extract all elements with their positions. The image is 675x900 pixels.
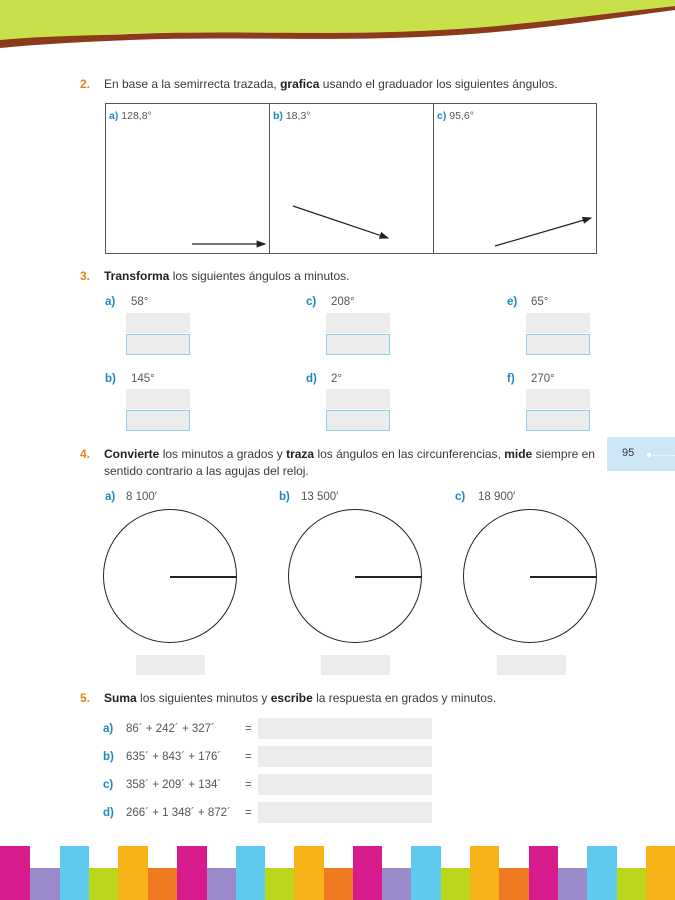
- question-5-number: 5.: [80, 691, 91, 705]
- item-3f-letter: f): [507, 373, 515, 385]
- ray-b: [293, 206, 388, 238]
- item-4a-value: 8 100′: [126, 491, 157, 503]
- page-dotted-line: [653, 455, 675, 456]
- item-3c-letter: c): [306, 296, 317, 308]
- header-decoration: [0, 0, 675, 60]
- item-5d-expression: 266´ + 1 348´ + 872´: [126, 807, 231, 819]
- circle-a[interactable]: [103, 509, 237, 643]
- item-5c-expression: 358´ + 209´ + 134´: [126, 779, 222, 791]
- item-3c-value: 208°: [331, 296, 355, 308]
- answer-box-5b[interactable]: [258, 746, 432, 767]
- answer-box-4c[interactable]: [497, 655, 566, 675]
- work-box-3f[interactable]: [526, 389, 590, 409]
- answer-box-3b[interactable]: [126, 410, 190, 431]
- work-box-3d[interactable]: [326, 389, 390, 409]
- circle-c[interactable]: [463, 509, 597, 643]
- item-5d-equals: =: [245, 807, 252, 819]
- answer-box-3a[interactable]: [126, 334, 190, 355]
- radius-a: [170, 576, 236, 578]
- item-3a-letter: a): [105, 296, 116, 308]
- cell-b-label: b) 18,3°: [273, 110, 311, 122]
- item-4b-letter: b): [279, 491, 290, 503]
- circle-b[interactable]: [288, 509, 422, 643]
- item-4b-value: 13 500′: [301, 491, 339, 503]
- ray-c: [495, 218, 591, 246]
- item-3e-value: 65°: [531, 296, 549, 308]
- answer-box-3e[interactable]: [526, 334, 590, 355]
- item-5b-expression: 635´ + 843´ + 176´: [126, 751, 222, 763]
- work-box-3a[interactable]: [126, 313, 190, 333]
- item-5c-equals: =: [245, 779, 252, 791]
- question-4-number: 4.: [80, 447, 91, 461]
- item-5d-letter: d): [103, 807, 114, 819]
- question-5-text: Suma los siguientes minutos y escribe la respuesta en grados y minutos.: [104, 691, 497, 705]
- answer-box-3c[interactable]: [326, 334, 390, 355]
- cell-c-label: c) 95,6°: [437, 110, 474, 122]
- answer-box-3f[interactable]: [526, 410, 590, 431]
- question-2-text: En base a la semirrecta trazada, grafica usando el graduador los siguientes ángulos.: [104, 77, 558, 91]
- question-4-text-line1: Convierte los minutos a grados y traza los ángulos en las circunferencias, mide siempre en: [104, 447, 595, 461]
- item-3d-value: 2°: [331, 373, 342, 385]
- item-5b-equals: =: [245, 751, 252, 763]
- question-4-text-line2: sentido contrario a las agujas del reloj.: [104, 464, 309, 478]
- item-5a-expression: 86´ + 242´ + 327´: [126, 723, 215, 735]
- item-3f-value: 270°: [531, 373, 555, 385]
- question-3-text: Transforma los siguientes ángulos a minutos.: [104, 269, 350, 283]
- answer-box-5c[interactable]: [258, 774, 432, 795]
- item-5a-equals: =: [245, 723, 252, 735]
- item-5a-letter: a): [103, 723, 114, 735]
- ray-arrows: [105, 103, 597, 254]
- answer-box-4a[interactable]: [136, 655, 205, 675]
- work-box-3c[interactable]: [326, 313, 390, 333]
- item-3e-letter: e): [507, 296, 518, 308]
- item-5c-letter: c): [103, 779, 114, 791]
- item-4c-letter: c): [455, 491, 466, 503]
- item-4c-value: 18 900′: [478, 491, 516, 503]
- question-3-number: 3.: [80, 269, 91, 283]
- radius-b: [355, 576, 421, 578]
- cell-a-label: a) 128,8°: [109, 110, 152, 122]
- answer-box-5a[interactable]: [258, 718, 432, 739]
- footer-color-band: [0, 846, 675, 900]
- item-4a-letter: a): [105, 491, 116, 503]
- answer-box-3d[interactable]: [326, 410, 390, 431]
- page-dot: [647, 453, 651, 457]
- question-2-number: 2.: [80, 77, 91, 91]
- answer-box-5d[interactable]: [258, 802, 432, 823]
- work-box-3b[interactable]: [126, 389, 190, 409]
- item-5b-letter: b): [103, 751, 114, 763]
- work-box-3e[interactable]: [526, 313, 590, 333]
- page-number: 95: [622, 447, 635, 459]
- page-number-tab: [607, 437, 675, 471]
- radius-c: [530, 576, 596, 578]
- item-3b-value: 145°: [131, 373, 155, 385]
- item-3a-value: 58°: [131, 296, 149, 308]
- item-3d-letter: d): [306, 373, 317, 385]
- item-3b-letter: b): [105, 373, 116, 385]
- answer-box-4b[interactable]: [321, 655, 390, 675]
